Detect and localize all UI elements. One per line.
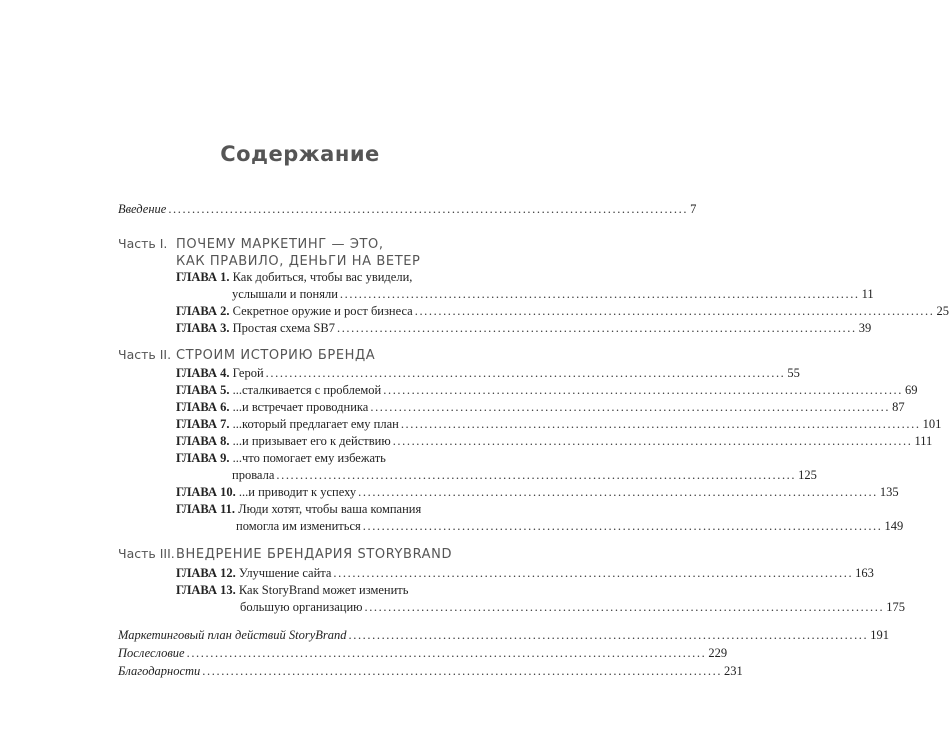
chapter-number: ГЛАВА 12. bbox=[176, 566, 236, 580]
chapter-11-line1[interactable] bbox=[176, 502, 421, 517]
toc-entry-afterword[interactable] bbox=[118, 646, 728, 661]
toc-page-number: 135 bbox=[879, 485, 899, 499]
chapter-number: ГЛАВА 1. bbox=[176, 270, 230, 284]
page-title: Содержание bbox=[220, 142, 380, 166]
chapter-number: ГЛАВА 13. bbox=[176, 583, 236, 597]
leader-dots: .............................................................................................................. bbox=[392, 434, 913, 448]
toc-page-number: 111 bbox=[914, 434, 933, 448]
leader-dots: .............................................................................................................. bbox=[370, 400, 891, 414]
chapter-4-entry[interactable] bbox=[176, 366, 800, 381]
part-2-title bbox=[176, 347, 375, 364]
toc-page-number: 39 bbox=[858, 321, 872, 335]
leader-dots: .............................................................................................................. bbox=[362, 519, 883, 533]
chapter-9-line1[interactable] bbox=[176, 451, 386, 466]
leader-dots: .............................................................................................................. bbox=[168, 202, 689, 216]
chapter-number: ГЛАВА 10. bbox=[176, 485, 236, 499]
chapter-title: Улучшение сайта bbox=[238, 566, 332, 580]
leader-dots: .............................................................................................................. bbox=[348, 628, 869, 642]
leader-dots: .............................................................................................................. bbox=[336, 321, 857, 335]
toc-entry-marketing-plan[interactable] bbox=[118, 628, 889, 643]
part-1-title bbox=[176, 236, 420, 270]
part-title-line: ПОЧЕМУ МАРКЕТИНГ — ЭТО, bbox=[176, 237, 384, 252]
toc-entry-acknowledgements[interactable] bbox=[118, 664, 743, 679]
chapter-number: ГЛАВА 11. bbox=[176, 502, 236, 516]
chapter-6-entry[interactable] bbox=[176, 400, 905, 415]
chapter-title-cont: большую организацию bbox=[240, 600, 363, 614]
chapter-title: ...и призывает его к действию bbox=[232, 434, 391, 448]
chapter-title-cont: помогла им измениться bbox=[236, 519, 361, 533]
chapter-number: ГЛАВА 2. bbox=[176, 304, 230, 318]
chapter-7-entry[interactable] bbox=[176, 417, 942, 432]
chapter-1-line1[interactable] bbox=[176, 270, 412, 285]
chapter-title: ...сталкивается с проблемой bbox=[232, 383, 382, 397]
toc-entry-label: Благодарности bbox=[118, 664, 201, 678]
chapter-9-entry[interactable] bbox=[232, 468, 817, 483]
chapter-title: ...который предлагает ему план bbox=[232, 417, 399, 431]
chapter-13-entry[interactable] bbox=[240, 600, 905, 615]
chapter-title: Простая схема SB7 bbox=[232, 321, 335, 335]
leader-dots: .............................................................................................................. bbox=[414, 304, 935, 318]
toc-page-number: 25 bbox=[936, 304, 949, 318]
toc-page-number: 229 bbox=[708, 646, 728, 660]
chapter-number: ГЛАВА 8. bbox=[176, 434, 230, 448]
chapter-8-entry[interactable] bbox=[176, 434, 933, 449]
chapter-11-entry[interactable] bbox=[236, 519, 904, 534]
part-title-line: ВНЕДРЕНИЕ БРЕНДАРИЯ STORYBRAND bbox=[176, 547, 453, 562]
toc-page-number: 55 bbox=[787, 366, 800, 380]
leader-dots: .............................................................................................................. bbox=[265, 366, 786, 380]
toc-entry-label: Послесловие bbox=[118, 646, 185, 660]
chapter-3-entry[interactable] bbox=[176, 321, 872, 336]
chapter-number: ГЛАВА 5. bbox=[176, 383, 230, 397]
chapter-title: Люди хотят, чтобы ваша компания bbox=[238, 502, 422, 516]
toc-entry-intro[interactable] bbox=[118, 202, 697, 217]
toc-page-number: 149 bbox=[884, 519, 904, 533]
chapter-title: ...и встречает проводника bbox=[232, 400, 369, 414]
chapter-13-line1[interactable] bbox=[176, 583, 408, 598]
leader-dots: .............................................................................................................. bbox=[186, 646, 707, 660]
toc-page-number: 125 bbox=[798, 468, 817, 482]
toc-page-number: 191 bbox=[870, 628, 889, 642]
toc-page-number: 69 bbox=[905, 383, 918, 397]
chapter-title-cont: услышали и поняли bbox=[232, 287, 338, 301]
chapter-title: Герой bbox=[232, 366, 264, 380]
chapter-number: ГЛАВА 3. bbox=[176, 321, 230, 335]
chapter-12-entry[interactable] bbox=[176, 566, 874, 581]
chapter-number: ГЛАВА 9. bbox=[176, 451, 230, 465]
toc-entry-label: Введение bbox=[118, 202, 167, 216]
chapter-title: ...что помогает ему избежать bbox=[232, 451, 386, 465]
toc-page-number: 101 bbox=[922, 417, 942, 431]
leader-dots: .............................................................................................................. bbox=[333, 566, 854, 580]
toc-page-number: 11 bbox=[861, 287, 874, 301]
leader-dots: .............................................................................................................. bbox=[202, 664, 723, 678]
chapter-2-entry[interactable] bbox=[176, 304, 949, 319]
toc-page-number: 7 bbox=[690, 202, 697, 216]
chapter-number: ГЛАВА 7. bbox=[176, 417, 230, 431]
part-1-number: Часть I. bbox=[118, 236, 168, 251]
part-3-number: Часть III. bbox=[118, 546, 175, 561]
chapter-number: ГЛАВА 4. bbox=[176, 366, 230, 380]
chapter-title: Секретное оружие и рост бизнеса bbox=[232, 304, 413, 318]
chapter-title: Как добиться, чтобы вас увидели, bbox=[232, 270, 413, 284]
leader-dots: .............................................................................................................. bbox=[276, 468, 797, 482]
chapter-5-entry[interactable] bbox=[176, 383, 918, 398]
chapter-title-cont: провала bbox=[232, 468, 275, 482]
toc-page-number: 163 bbox=[855, 566, 874, 580]
leader-dots: .............................................................................................................. bbox=[339, 287, 860, 301]
chapter-1-entry[interactable] bbox=[232, 287, 874, 302]
toc-entry-label: Маркетинговый план действий StoryBrand bbox=[118, 628, 347, 642]
part-title-line: СТРОИМ ИСТОРИЮ БРЕНДА bbox=[176, 348, 376, 363]
toc-page-number: 87 bbox=[892, 400, 905, 414]
chapter-title: Как StoryBrand может изменить bbox=[238, 583, 409, 597]
chapter-number: ГЛАВА 6. bbox=[176, 400, 230, 414]
toc-page-number: 175 bbox=[886, 600, 905, 614]
leader-dots: .............................................................................................................. bbox=[383, 383, 903, 397]
leader-dots: .............................................................................................................. bbox=[400, 417, 921, 431]
leader-dots: .............................................................................................................. bbox=[364, 600, 885, 614]
part-3-title bbox=[176, 546, 452, 563]
chapter-10-entry[interactable] bbox=[176, 485, 899, 500]
toc-page-number: 231 bbox=[724, 664, 743, 678]
part-2-number: Часть II. bbox=[118, 347, 172, 362]
part-title-line: КАК ПРАВИЛО, ДЕНЬГИ НА ВЕТЕР bbox=[176, 254, 421, 269]
leader-dots: .............................................................................................................. bbox=[358, 485, 878, 499]
chapter-title: ...и приводит к успеху bbox=[238, 485, 357, 499]
